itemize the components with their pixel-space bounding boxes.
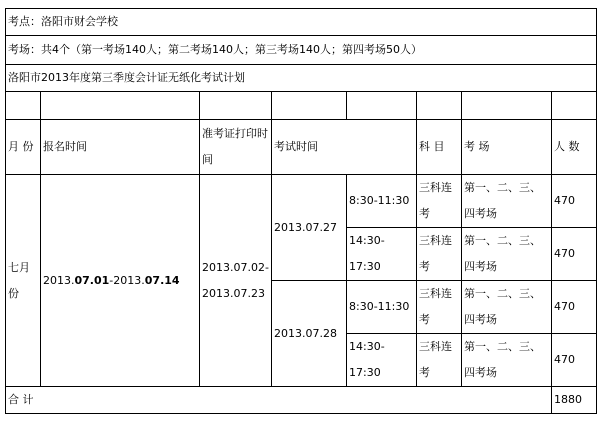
- session-time-cell: 14:30-17:30: [347, 334, 417, 387]
- session-time-cell: 14:30-17:30: [347, 228, 417, 281]
- count-cell: 470: [552, 175, 597, 228]
- col-header-rooms: 考 场: [462, 120, 552, 175]
- col-header-count: 人 数: [552, 120, 597, 175]
- subject-cell: 三科连考: [417, 334, 462, 387]
- col-header-exam-time: 考试时间: [272, 120, 417, 175]
- col-header-registration: 报名时间: [41, 120, 200, 175]
- month-cell: 七月份: [6, 175, 41, 387]
- rooms-cell: 第一、二、三、四考场: [462, 281, 552, 334]
- session-time-cell: 8:30-11:30: [347, 281, 417, 334]
- registration-cell: 2013.07.01-2013.07.14: [41, 175, 200, 387]
- total-row: [6, 387, 597, 414]
- subject-cell: 三科连考: [417, 281, 462, 334]
- column-header-row: [6, 120, 597, 175]
- count-cell: 470: [552, 281, 597, 334]
- col-header-print: 准考证打印时间: [200, 120, 272, 175]
- total-label: 合 计: [6, 387, 552, 414]
- subject-cell: 三科连考: [417, 175, 462, 228]
- count-cell: 470: [552, 228, 597, 281]
- exam-site-cell: 考点：洛阳市财会学校: [6, 9, 597, 36]
- col-header-subject: 科 目: [417, 120, 462, 175]
- plan-title-cell: 洛阳市2013年度第三季度会计证无纸化考试计划: [6, 65, 597, 92]
- subject-cell: 三科连考: [417, 228, 462, 281]
- table-row: [6, 175, 597, 228]
- rooms-cell: 第一、二、三、四考场: [462, 175, 552, 228]
- count-cell: 470: [552, 334, 597, 387]
- rooms-summary-cell: 考场：共4个（第一考场140人；第二考场140人；第三考场140人；第四考场50人）: [6, 36, 597, 65]
- rooms-cell: 第一、二、三、四考场: [462, 334, 552, 387]
- exam-date-cell: 2013.07.28: [272, 281, 347, 387]
- rooms-cell: 第一、二、三、四考场: [462, 228, 552, 281]
- total-value: 1880: [552, 387, 597, 414]
- print-period-cell: 2013.07.02-2013.07.23: [200, 175, 272, 387]
- col-header-month: 月 份: [6, 120, 41, 175]
- session-time-cell: 8:30-11:30: [347, 175, 417, 228]
- spacer-row: [6, 92, 597, 120]
- exam-plan-table: [5, 8, 597, 414]
- exam-date-cell: 2013.07.27: [272, 175, 347, 281]
